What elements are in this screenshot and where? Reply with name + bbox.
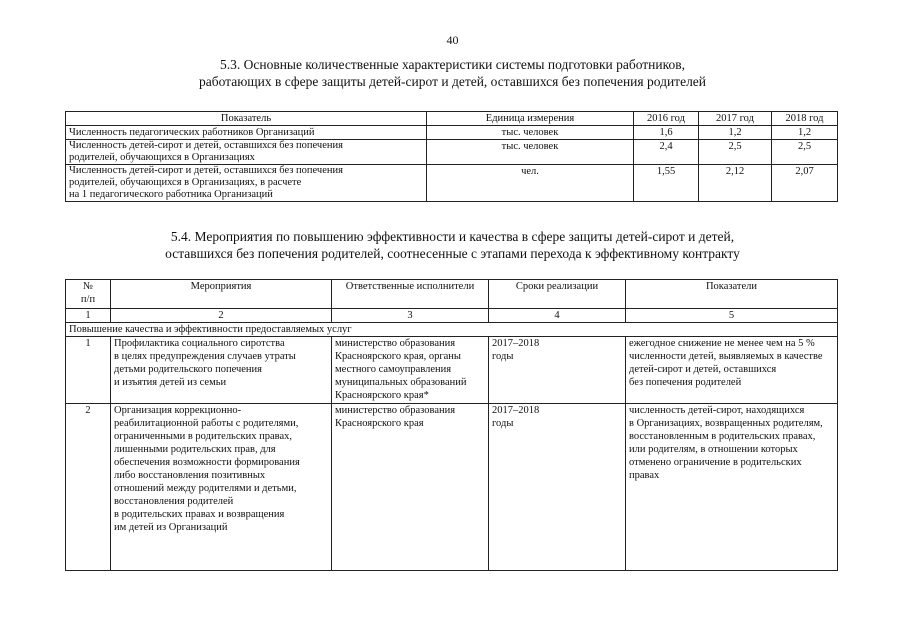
column-number: 2: [111, 309, 332, 323]
column-number: 4: [489, 309, 626, 323]
column-header: Сроки реализации: [489, 280, 626, 309]
section-5-3-heading: [0, 56, 905, 90]
column-header: Мероприятия: [111, 280, 332, 309]
section-5-4-heading-line1: 5.4. Мероприятия по повышению эффективности и качества в сфере защиты детей-сирот и детей,: [170, 229, 735, 244]
section-title-cell: Повышение качества и эффективности предоставляемых услуг: [66, 323, 838, 337]
value-2018-cell: 1,2: [772, 126, 838, 140]
column-number: 3: [332, 309, 489, 323]
column-header: 2018 год: [772, 112, 838, 126]
indicators-cell: ежегодное снижение не менее чем на 5 % численности детей, выявляемых в качестве детей-сирот и детей, оставшихся без попечения родителей: [626, 337, 838, 404]
row-number-cell: 1: [66, 337, 111, 404]
value-2017-cell: 2,12: [699, 165, 772, 202]
activity-cell: Профилактика социального сиротства в целях предупреждения случаев утраты детьми родительского попечения и изъятия детей из семьи: [111, 337, 332, 404]
terms-cell: 2017–2018 годы: [489, 404, 626, 571]
table-row: [66, 140, 838, 165]
unit-cell: чел.: [427, 165, 634, 202]
column-header: Показатели: [626, 280, 838, 309]
value-2016-cell: 1,55: [634, 165, 699, 202]
executors-cell: министерство образования Красноярского края: [332, 404, 489, 571]
section-row: [66, 323, 838, 337]
section-5-4-heading: [0, 228, 905, 262]
column-header: Показатель: [66, 112, 427, 126]
column-number: 1: [66, 309, 111, 323]
value-2017-cell: 1,2: [699, 126, 772, 140]
column-number-row: [66, 309, 838, 323]
section-5-3-heading-line1: 5.3. Основные количественные характеристики системы подготовки работников,: [219, 57, 686, 72]
table-row: [66, 165, 838, 202]
measures-table: [65, 279, 838, 571]
unit-cell: тыс. человек: [427, 126, 634, 140]
value-2018-cell: 2,5: [772, 140, 838, 165]
characteristics-table: [65, 111, 838, 202]
value-2016-cell: 2,4: [634, 140, 699, 165]
value-2018-cell: 2,07: [772, 165, 838, 202]
table-header-row: [66, 280, 838, 309]
row-number-cell: 2: [66, 404, 111, 571]
unit-cell: тыс. человек: [427, 140, 634, 165]
indicator-cell: Численность детей-сирот и детей, оставшихся без попечения родителей, обучающихся в Организациях: [66, 140, 427, 165]
indicator-cell: Численность педагогических работников Организаций: [66, 126, 427, 140]
column-header: Ответственные исполнители: [332, 280, 489, 309]
executors-cell: министерство образования Красноярского края, органы местного самоуправления муниципальных образований Красноярского края*: [332, 337, 489, 404]
activity-cell: Организация коррекционно- реабилитационной работы с родителями, ограниченными в родительских правах, лишенными родительских прав, для обеспечения возможности формирования либо восстановления позитивных отношений между родителями и детьми, восстановления родителей в родительских правах и возвращения им детей из Организаций: [111, 404, 332, 571]
section-5-4-heading-line2: оставшихся без попечения родителей, соотнесенные с этапами перехода к эффективному контракту: [165, 246, 740, 261]
column-header: № п/п: [66, 280, 111, 309]
table-row: [66, 126, 838, 140]
section-5-3-heading-line2: работающих в сфере защиты детей-сирот и детей, оставшихся без попечения родителей: [198, 74, 707, 89]
page-number: 40: [446, 33, 459, 47]
column-header: 2016 год: [634, 112, 699, 126]
value-2017-cell: 2,5: [699, 140, 772, 165]
terms-cell: 2017–2018 годы: [489, 337, 626, 404]
table-header-row: [66, 112, 838, 126]
indicator-cell: Численность детей-сирот и детей, оставшихся без попечения родителей, обучающихся в Организациях, в расчете на 1 педагогического работника Организаций: [66, 165, 427, 202]
column-header: Единица измерения: [427, 112, 634, 126]
column-header: 2017 год: [699, 112, 772, 126]
table-row: [66, 404, 838, 571]
indicators-cell: численность детей-сирот, находящихся в Организациях, возвращенных родителям, восстановленным в родительских правах, или родителям, в отношении которых отменено ограничение в родительских правах: [626, 404, 838, 571]
value-2016-cell: 1,6: [634, 126, 699, 140]
table-row: [66, 337, 838, 404]
column-number: 5: [626, 309, 838, 323]
